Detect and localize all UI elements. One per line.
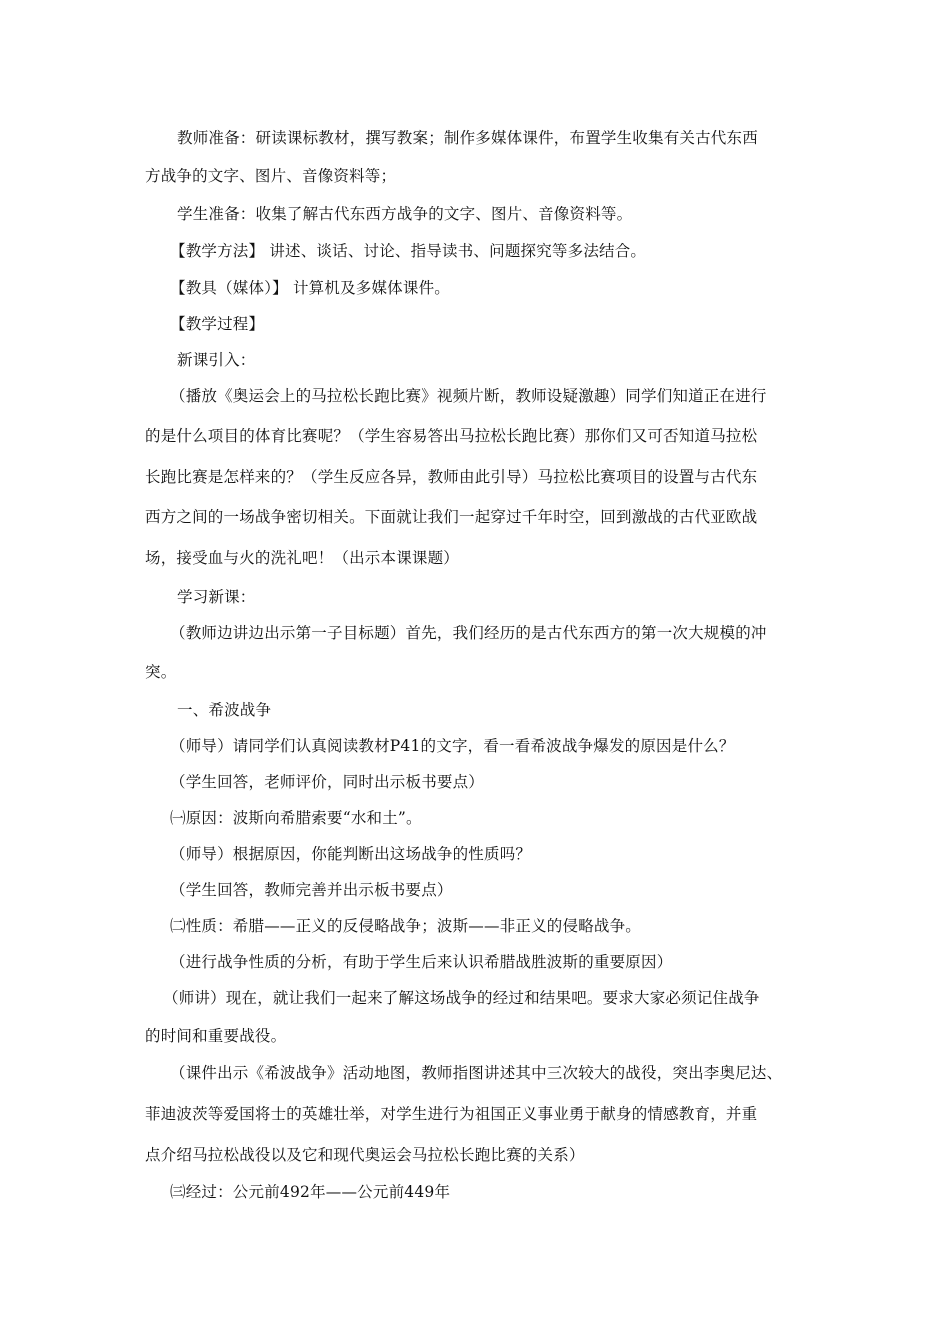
text-line: 【教学过程】: [170, 315, 265, 333]
text-line: （进行战争性质的分析，有助于学生后来认识希腊战胜波斯的重要原因）: [170, 953, 673, 971]
text-line: 【教学方法】 讲述、谈话、讨论、指导读书、问题探究等多法结合。: [170, 242, 647, 260]
text-line: 教师准备：研读课标教材，撰写教案；制作多媒体课件，布置学生收集有关古代东西: [177, 129, 758, 147]
text-line: 方战争的文字、图片、音像资料等；: [145, 167, 397, 185]
text-line: （播放《奥运会上的马拉松长跑比赛》视频片断，教师设疑激趣）同学们知道正在进行: [170, 387, 767, 405]
text-line: 菲迪波茨等爱国将士的英雄壮举，对学生进行为祖国正义事业勇于献身的情感教育，并重: [145, 1105, 758, 1123]
text-line: （师导）请同学们认真阅读教材P41的文字，看一看希波战争爆发的原因是什么？: [170, 737, 735, 755]
text-line: （师讲）现在，就让我们一起来了解这场战争的经过和结果吧。要求大家必须记住战争: [163, 989, 760, 1007]
text-line: ㈢经过：公元前492年——公元前449年: [170, 1183, 451, 1201]
section-heading: 一、希波战争: [177, 701, 272, 719]
text-line: （师导）根据原因，你能判断出这场战争的性质吗？: [170, 845, 532, 863]
text-line: 长跑比赛是怎样来的？（学生反应各异，教师由此引导）马拉松比赛项目的设置与古代东: [145, 468, 758, 486]
text-line: ㈠原因：波斯向希腊索要“水和土”。: [170, 809, 422, 827]
text-line: 学习新课：: [177, 588, 256, 606]
text-line: （课件出示《希波战争》活动地图，教师指图讲述其中三次较大的战役，突出李奥尼达、: [170, 1064, 783, 1082]
text-line: （教师边讲边出示第一子目标题）首先，我们经历的是古代东西方的第一次大规模的冲: [170, 624, 767, 642]
text-line: （学生回答，老师评价，同时出示板书要点）: [170, 773, 485, 791]
text-line: 西方之间的一场战争密切相关。下面就让我们一起穿过千年时空，回到激战的古代亚欧战: [145, 508, 758, 526]
text-line: 点介绍马拉松战役以及它和现代奥运会马拉松长跑比赛的关系）: [145, 1146, 585, 1164]
text-line: 的时间和重要战役。: [145, 1027, 287, 1045]
text-line: ㈡性质：希腊——正义的反侵略战争；波斯——非正义的侵略战争。: [170, 917, 642, 935]
text-line: （学生回答，教师完善并出示板书要点）: [170, 881, 453, 899]
text-line: 新课引入：: [177, 351, 256, 369]
text-line: 的是什么项目的体育比赛呢？（学生容易答出马拉松长跑比赛）那你们又可否知道马拉松: [145, 427, 758, 445]
text-line: 场，接受血与火的洗礼吧！（出示本课课题）: [145, 549, 460, 567]
text-line: 突。: [145, 663, 177, 681]
text-line: 【教具（媒体）】 计算机及多媒体课件。: [170, 279, 450, 297]
text-line: 学生准备：收集了解古代东西方战争的文字、图片、音像资料等。: [177, 205, 633, 223]
